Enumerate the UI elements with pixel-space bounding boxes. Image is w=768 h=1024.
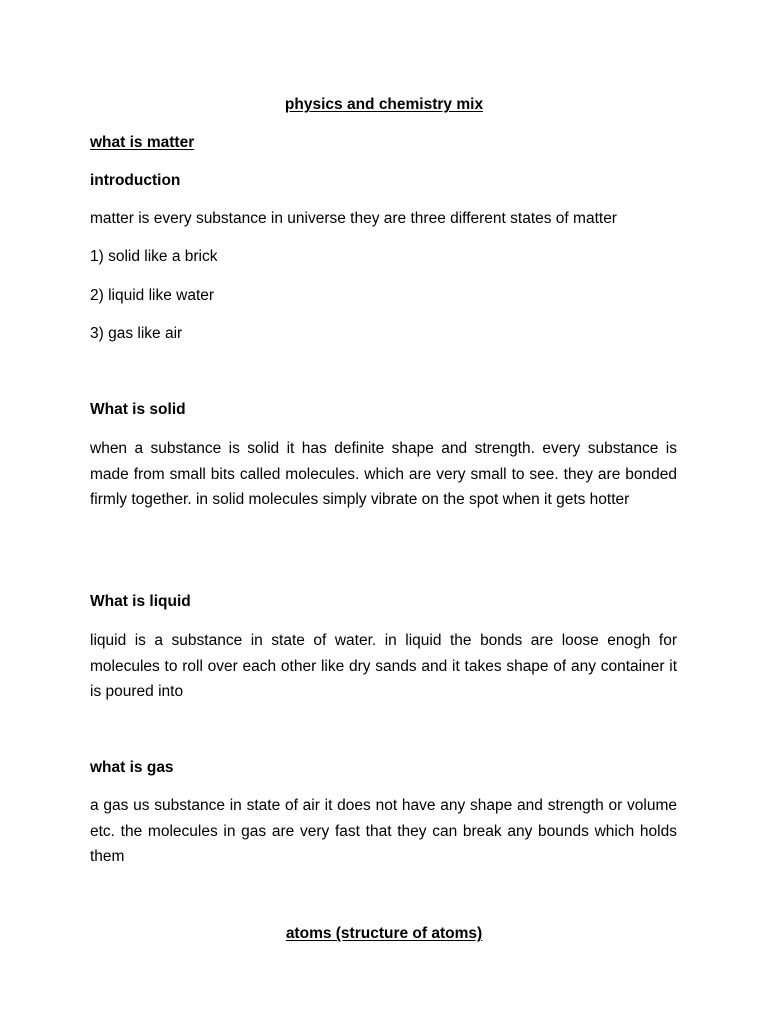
liquid-paragraph: liquid is a substance in state of water. in liquid the bonds are loose enogh for molecules to roll over each other like dry sands and it takes shape of any container it is poured into [90, 632, 677, 700]
solid-heading: What is solid [90, 401, 186, 418]
solid-paragraph: when a substance is solid it has definite shape and strength. every substance is made from small bits called molecules. which are very small to see. they are bonded firmly together. in solid molecules simply vibrate on the spot when it gets hotter [90, 440, 677, 508]
gas-heading: what is gas [90, 759, 174, 776]
state-item-liquid: 2) liquid like water [90, 287, 215, 304]
liquid-heading: What is liquid [90, 593, 191, 610]
state-item-solid: 1) solid like a brick [90, 248, 218, 265]
document-title: physics and chemistry mix [284, 96, 484, 113]
section-heading-matter: what is matter [90, 134, 195, 151]
introduction-text: matter is every substance in universe they are three different states of matter [90, 210, 617, 227]
introduction-heading: introduction [90, 172, 181, 189]
atoms-section-title: atoms (structure of atoms) [285, 925, 483, 942]
gas-paragraph: a gas us substance in state of air it does not have any shape and strength or volume etc. the molecules in gas are very fast that they can break any bounds which holds them [90, 797, 677, 865]
state-item-gas: 3) gas like air [90, 325, 183, 342]
